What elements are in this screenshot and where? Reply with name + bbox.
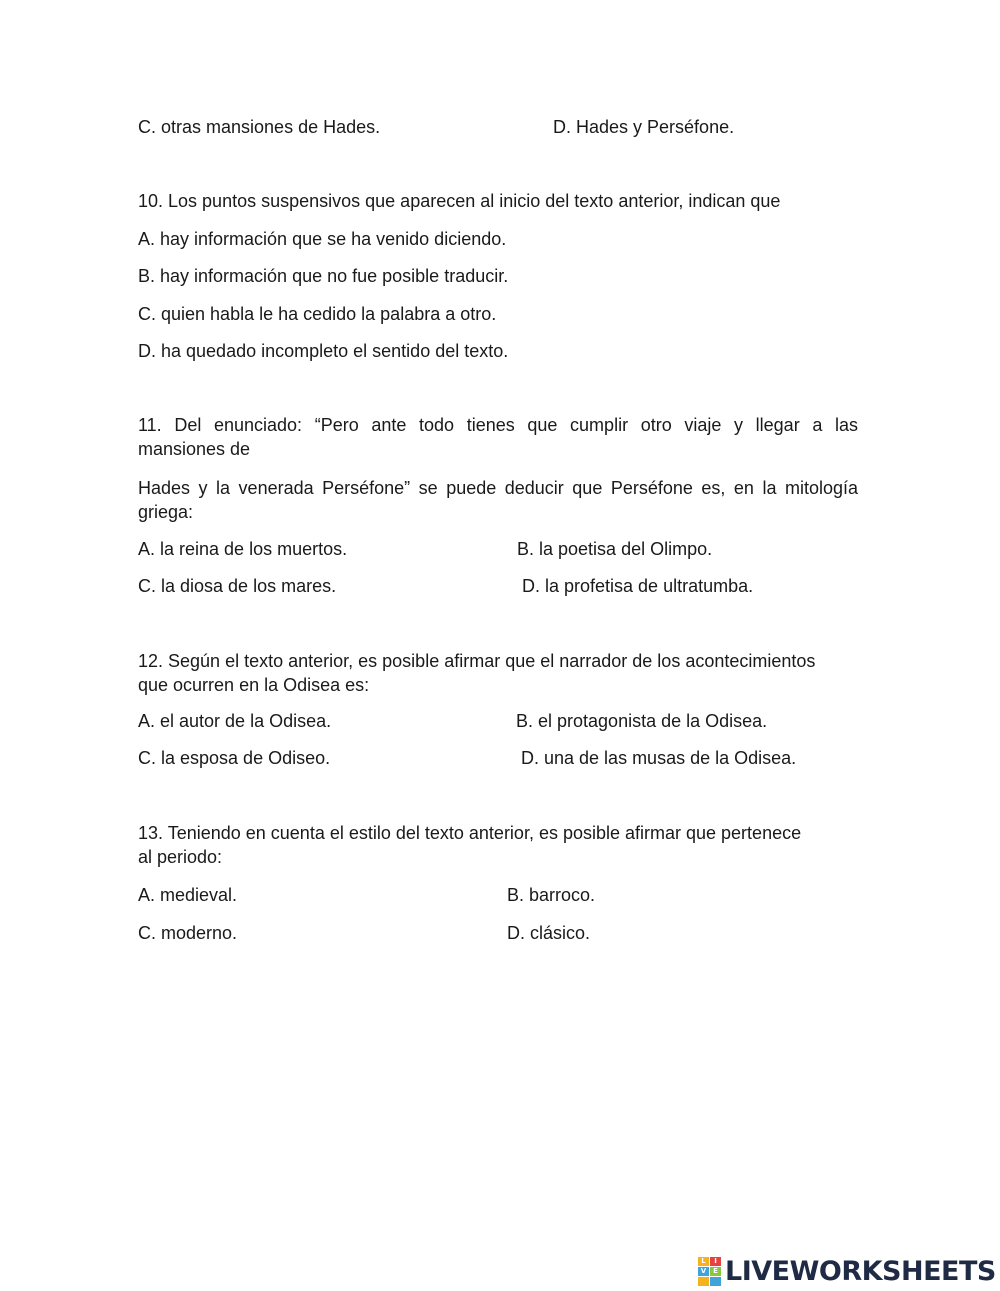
q13-option-d: D. clásico. (507, 923, 591, 943)
q13-option-c: C. moderno. (138, 923, 238, 943)
q11-question-line1: 11. Del enunciado: “Pero ante todo tienes que cumplir otro viaje y llegar a las (138, 415, 858, 435)
q10-option-c: C. quien habla le ha cedido la palabra a otro. (138, 304, 497, 324)
q12-option-c: C. la esposa de Odiseo. (138, 748, 331, 768)
q13-question-line1: 13. Teniendo en cuenta el estilo del texto anterior, es posible afirmar que pertenece (138, 823, 802, 843)
q10-option-b: B. hay información que no fue posible traducir. (138, 266, 509, 286)
q11-question-line2: mansiones de (138, 439, 251, 459)
logo-block: I (710, 1257, 721, 1266)
q10-question: 10. Los puntos suspensivos que aparecen al inicio del texto anterior, indican que (138, 191, 781, 211)
q13-option-a: A. medieval. (138, 885, 238, 905)
q11-option-b: B. la poetisa del Olimpo. (517, 539, 713, 559)
q11-option-d: D. la profetisa de ultratumba. (522, 576, 754, 596)
logo-block (698, 1277, 709, 1286)
q9-option-c: C. otras mansiones de Hades. (138, 117, 381, 137)
liveworksheets-logo (698, 1256, 996, 1286)
logo-text: LIVEWORKSHEETS (725, 1255, 996, 1287)
q10-option-a: A. hay información que se ha venido diciendo. (138, 229, 507, 249)
q12-option-b: B. el protagonista de la Odisea. (516, 711, 768, 731)
q11-option-a: A. la reina de los muertos. (138, 539, 348, 559)
q10-option-d: D. ha quedado incompleto el sentido del texto. (138, 341, 509, 361)
logo-blocks-icon (698, 1257, 721, 1286)
q13-question-line2: al periodo: (138, 847, 223, 867)
q12-question-line2: que ocurren en la Odisea es: (138, 675, 370, 695)
q12-question-line1: 12. Según el texto anterior, es posible afirmar que el narrador de los acontecimientos (138, 651, 816, 671)
logo-block: V (698, 1267, 709, 1276)
logo-block: L (698, 1257, 709, 1266)
logo-block: E (710, 1267, 721, 1276)
q11-question-line3: Hades y la venerada Perséfone” se puede deducir que Perséfone es, en la mitología (138, 478, 858, 498)
q12-option-a: A. el autor de la Odisea. (138, 711, 332, 731)
q11-question-line4: griega: (138, 502, 194, 522)
q13-option-b: B. barroco. (507, 885, 596, 905)
q12-option-d: D. una de las musas de la Odisea. (521, 748, 797, 768)
q9-option-d: D. Hades y Perséfone. (553, 117, 735, 137)
logo-block (710, 1277, 721, 1286)
q11-option-c: C. la diosa de los mares. (138, 576, 337, 596)
